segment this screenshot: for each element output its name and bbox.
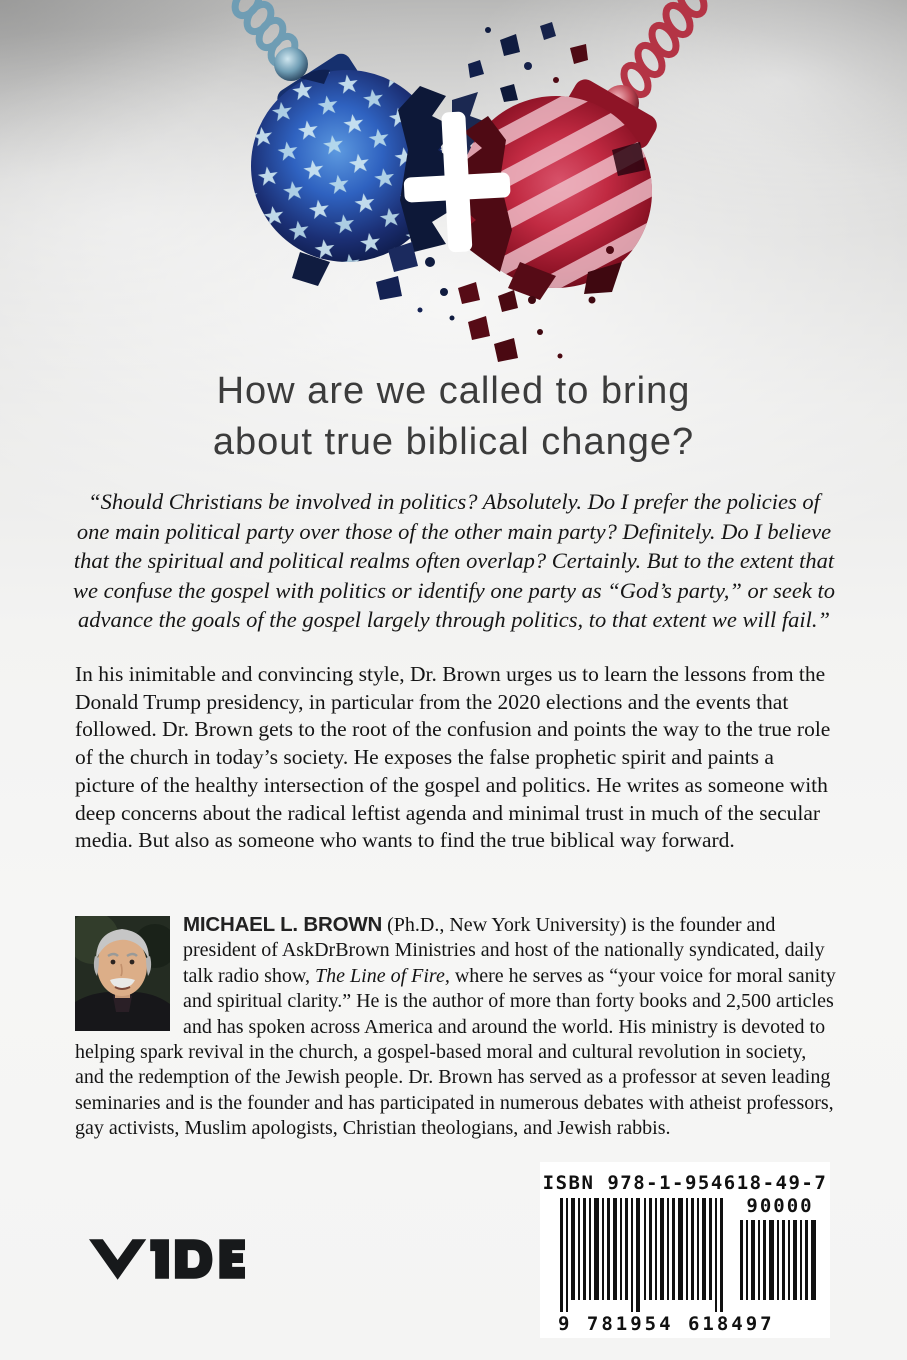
price-code: 90000 <box>746 1195 814 1217</box>
headline <box>0 366 907 468</box>
isbn-barcode <box>540 1162 830 1338</box>
publisher-logo-vide <box>88 1234 246 1282</box>
bio-text-2: where he serves as “your voice for moral sanity and spiritual clarity.” He is the author of more than forty books and 2,500 articles and has spoken across America and around the world. His ministry is devoted to helping spark revival in the church, a gospel-based moral and cultural revolution in society, and the redemption of the Jewish people. Dr. Brown has served as a professor at seven leading seminaries and is the founder and has participated in numerous debates with atheist professors, gay activists, Muslim apologists, Christian theologians, and Jewish rabbis. <box>75 964 836 1140</box>
headline-line2: about true biblical change? <box>212 421 695 463</box>
red-chain <box>619 0 709 99</box>
description-paragraph: In his inimitable and convincing style, Dr. Brown urges us to learn the lessons from the Donald Trump presidency, in particular from the 2020 elections and the events that followed. Dr. Brown gets to the root of the confusion and points the way to the true role of the church in today’s society. He exposes the false prophetic spirit and paints a picture of the healthy intersection of the gospel and politics. He writes as someone with deep concerns about the radical leftist agenda and minimal trust in much of the secular media. But also as someone who wants to find the true biblical way forward. <box>75 662 831 853</box>
author-bio <box>75 912 839 1142</box>
isbn-label: ISBN 978-1-954618-49-7 <box>542 1172 828 1194</box>
bio-text-1: (Ph.D., New York University) is the founder and president of AskDrBrown Ministries and host of the nationally syndicated, daily talk radio show, <box>183 914 825 987</box>
author-name: MICHAEL L. BROWN <box>183 913 383 936</box>
pull-quote: “Should Christians be involved in politics? Absolutely. Do I prefer the policies of one main political party over those of the other main party? Definitely. Do I believe that the spiritual and political realms often overlap? Certainly. But to the extent that we confuse the gospel with politics or identify one party as “God’s party,” or seek to advance the goals of the gospel largely through politics, to that extent we will fail.” <box>72 489 836 632</box>
author-photo <box>75 916 170 1031</box>
headline-line1: How are we called to bring <box>216 370 691 412</box>
barcode-digits: 9 781954 618497 <box>558 1313 775 1335</box>
wrecking-balls-artwork <box>0 0 907 372</box>
radio-show-title: The Line of Fire, <box>315 964 450 987</box>
